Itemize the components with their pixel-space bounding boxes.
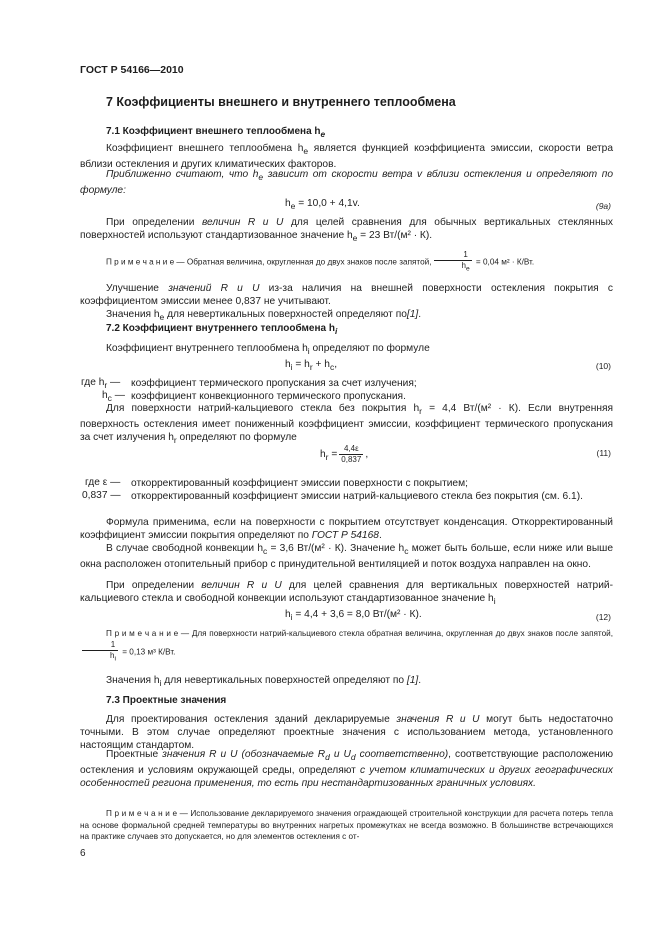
- where-definition: откорректированный коэффициент эмиссии поверхности с покрытием;: [131, 478, 468, 489]
- paragraph: Для проектирования остекления зданий декларируемые значения R и U могут быть недостаточно точными. В этом случае определяют проектные значения с использованием метода, установленного настоящим стандартом.: [80, 714, 613, 751]
- formula-11: $h_r$ = $\frac{4,4\varepsilon}{0,837}$ ,: [320, 444, 369, 464]
- where-definition: коэффициент термического пропускания за счет излучения;: [131, 378, 417, 389]
- where-label: где $h_r$ —: [81, 377, 121, 391]
- paragraph: Приближенно считают, что $h_e$ зависит от скорости ветра v вблизи остекления и определяют по формуле:: [80, 169, 613, 197]
- page-number: 6: [80, 848, 86, 859]
- section-title: 7 Коэффициенты внешнего и внутреннего теплообмена: [106, 95, 456, 109]
- where-label: $h_c$ —: [102, 390, 125, 404]
- paragraph: Коэффициент внутреннего теплообмена $h_i$ определяют по формуле: [106, 343, 430, 357]
- paragraph: Улучшение значений R и U из-за наличия на внешней поверхности остекления покрытия с коэффициентом эмиссии менее 0,837 не учитывают.: [80, 283, 613, 307]
- paragraph: Проектные значения R и U (обозначаемые $R_d$ и $U_d$ соответственно), соответствующие расположению остекления и условиям окружающей среды, определяют с учетом климатических и других географических особенностей региона применения, то есть при нестандартизованных граничных условиях.: [80, 749, 613, 790]
- document-header: ГОСТ Р 54166—2010: [80, 64, 184, 76]
- paragraph: Коэффициент внешнего теплообмена $h_e$ является функцией коэффициента эмиссии, скорости ветра вблизи остекления и других климатических факторов.: [80, 143, 614, 171]
- where-definition: коэффициент конвекционного термического пропускания.: [131, 391, 406, 402]
- formula-number: (12): [595, 612, 611, 622]
- paragraph: Формула применима, если на поверхности с покрытием отсутствует конденсация. Откорректированный коэффициент эмиссии покрытия определяют по ГОСТ Р 54168.: [80, 517, 613, 541]
- where-definition: откорректированный коэффициент эмиссии натрий-кальциевого стекла без покрытия (см. 6.1).: [131, 491, 583, 502]
- paragraph: При определении величин R и U для целей сравнения для обычных вертикальных стеклянных поверхностей используют стандартизованное значение $h_e = 23$ Вт/(м² · К).: [80, 217, 613, 244]
- formula-number: (10): [595, 361, 611, 371]
- note: П р и м е ч а н и е — Обратная величина, округленная до двух знаков после запятой, $\frac{1}{h_e}$ = 0,04 м² · К/Вт.: [106, 250, 535, 273]
- subsection-7-1-title: 7.1 Коэффициент внешнего теплообмена $h_e$: [106, 126, 326, 139]
- formula-12: $h_i = 4,4 + 3,6 = 8,0$ Вт/(м² · К).: [285, 609, 422, 623]
- where-label: 0,837 —: [82, 490, 121, 501]
- formula-10: $h_i = h_r + h_c$,: [285, 359, 338, 373]
- subsection-7-2-title: 7.2 Коэффициент внутреннего теплообмена $h_i$: [106, 323, 338, 336]
- paragraph: Значения $h_e$ для невертикальных поверхностей определяют по[1].: [106, 309, 422, 323]
- formula-number: (11): [596, 448, 611, 458]
- paragraph: В случае свободной конвекции $h_c = 3,6$ Вт/(м² · К). Значение $h_c$ может быть больше, если ниже или выше окна расположен отопительный прибор с принудительной вентиляцией и поток воздуха направлен на окно.: [80, 543, 613, 571]
- paragraph: Значения $h_i$ для невертикальных поверхностей определяют по [1].: [106, 675, 422, 689]
- paragraph: Для поверхности натрий-кальциевого стекла без покрытия $h_r = 4,4$ Вт/(м² · К). Если внутренняя поверхность остекления имеет пониженный коэффициент эмиссии, коэффициент термического пропускания за счет излучения $h_r$ определяют по формуле: [80, 403, 613, 446]
- formula-number: (9a): [595, 201, 611, 211]
- formula-9a: $h_e = 10,0 + 4,1v$.: [285, 198, 360, 212]
- where-label: где ε —: [85, 477, 121, 488]
- note: П р и м е ч а н и е — Использование декларируемого значения ограждающей строительной конструкции для расчета потерь тепла на основе формальной средней температуры во внутренних нагретых промежутках не всегда возможно. В большинстве встречающихся на практике случаев это допускается, но для элементов остекления с от-: [80, 809, 613, 841]
- subsection-7-3-title: 7.3 Проектные значения: [106, 695, 227, 706]
- note: П р и м е ч а н и е — Для поверхности натрий-кальциевого стекла обратная величина, округленная до двух знаков после запятой, $\frac{1}{h_i}$ = 0,13 м³ К/Вт.: [80, 628, 613, 664]
- paragraph: При определении величин R и U для целей сравнения для вертикальных поверхностей натрий-кальциевого стекла и свободной конвекции используют стандартизованное значение $h_i$: [80, 580, 613, 607]
